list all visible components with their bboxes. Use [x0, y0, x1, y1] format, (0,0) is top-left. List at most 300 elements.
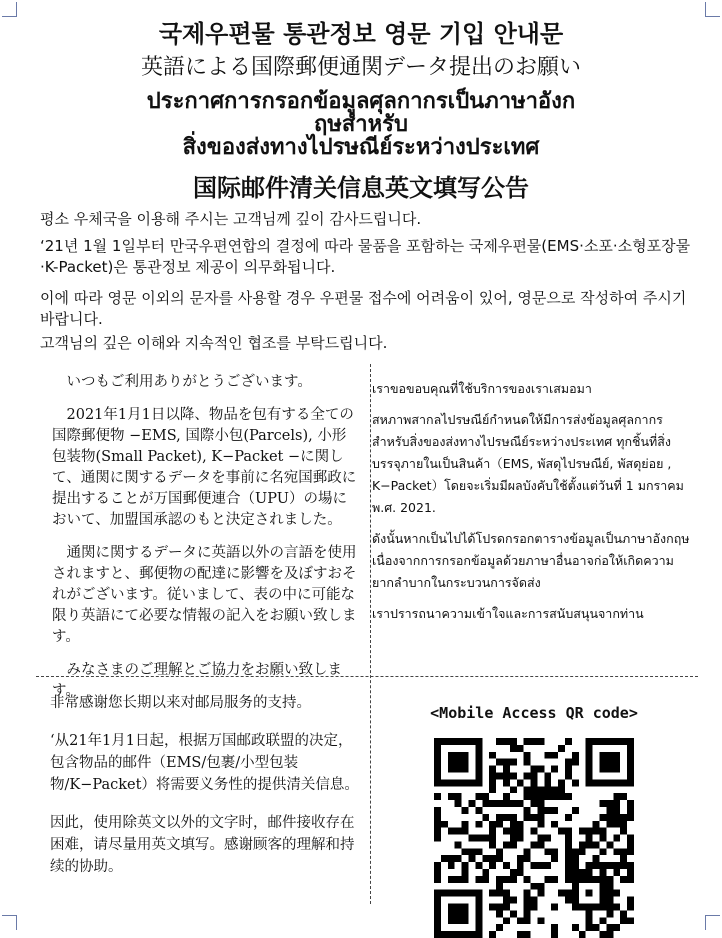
qr-module	[600, 738, 607, 745]
qr-module	[531, 828, 538, 835]
qr-module	[565, 848, 572, 855]
qr-module	[531, 786, 538, 793]
qr-module	[537, 862, 544, 869]
qr-module	[517, 917, 524, 924]
qr-module	[489, 890, 496, 897]
qr-module	[468, 738, 475, 745]
qr-module	[593, 828, 600, 835]
qr-module	[462, 766, 469, 773]
qr-module	[434, 772, 441, 779]
qr-module	[600, 766, 607, 773]
qr-module	[627, 917, 634, 924]
qr-module	[462, 862, 469, 869]
qr-module	[586, 779, 593, 786]
qr-module	[475, 931, 482, 938]
qr-module	[613, 821, 620, 828]
qr-module	[627, 814, 634, 821]
qr-module	[496, 855, 503, 862]
qr-module	[531, 738, 538, 745]
qr-module	[551, 793, 558, 800]
qr-module	[593, 855, 600, 862]
qr-module	[600, 883, 607, 890]
qr-module	[434, 807, 441, 814]
qr-module	[468, 779, 475, 786]
qr-module	[537, 807, 544, 814]
qr-module	[579, 828, 586, 835]
qr-module	[434, 931, 441, 938]
qr-module	[434, 779, 441, 786]
qr-module	[510, 835, 517, 842]
qr-module	[531, 904, 538, 911]
qr-module	[489, 786, 496, 793]
qr-module	[489, 904, 496, 911]
qr-module	[475, 862, 482, 869]
qr-module	[448, 890, 455, 897]
qr-module	[468, 835, 475, 842]
qr-module	[551, 876, 558, 883]
qr-module	[448, 793, 455, 800]
qr-module	[620, 738, 627, 745]
qr-module	[613, 890, 620, 897]
qr-module	[468, 931, 475, 938]
qr-module	[496, 772, 503, 779]
qr-module	[489, 855, 496, 862]
qr-module	[572, 752, 579, 759]
qr-module	[496, 876, 503, 883]
qr-module	[593, 821, 600, 828]
qr-module	[455, 904, 462, 911]
thai-paragraph-4: เราปรารถนาความเข้าใจและการสนับสนุนจากท่าน	[372, 606, 644, 621]
qr-module	[434, 869, 441, 876]
qr-module	[627, 862, 634, 869]
qr-module	[448, 876, 455, 883]
qr-module	[489, 841, 496, 848]
qr-module	[593, 779, 600, 786]
qr-module	[613, 793, 620, 800]
qr-module	[475, 910, 482, 917]
qr-module	[510, 759, 517, 766]
qr-module	[448, 917, 455, 924]
qr-module	[462, 828, 469, 835]
qr-module	[517, 855, 524, 862]
qr-module	[448, 759, 455, 766]
qr-module	[475, 807, 482, 814]
qr-module	[482, 835, 489, 842]
qr-module	[524, 793, 531, 800]
qr-module	[455, 793, 462, 800]
qr-module	[434, 924, 441, 931]
qr-module	[613, 752, 620, 759]
qr-module	[544, 862, 551, 869]
qr-module	[620, 862, 627, 869]
qr-module	[524, 814, 531, 821]
qr-module	[565, 759, 572, 766]
qr-module	[600, 835, 607, 842]
crop-mark-bottom-right	[705, 915, 720, 930]
qr-module	[455, 738, 462, 745]
qr-module	[606, 821, 613, 828]
korean-paragraph-4: 고객님의 깊은 이해와 지속적인 협조를 부탁드립니다.	[40, 334, 388, 352]
qr-module	[482, 793, 489, 800]
qr-module	[462, 807, 469, 814]
qr-module	[531, 766, 538, 773]
qr-module	[448, 752, 455, 759]
qr-module	[462, 752, 469, 759]
chinese-paragraph-1: 非常感谢您长期以来对邮局服务的支持。	[50, 695, 311, 711]
qr-module	[544, 848, 551, 855]
qr-module	[455, 759, 462, 766]
qr-module	[620, 814, 627, 821]
qr-module	[462, 848, 469, 855]
qr-module	[551, 766, 558, 773]
qr-module	[606, 807, 613, 814]
qr-module	[434, 814, 441, 821]
qr-module	[572, 876, 579, 883]
qr-module	[558, 786, 565, 793]
qr-module	[475, 738, 482, 745]
qr-module	[565, 835, 572, 842]
qr-module	[496, 924, 503, 931]
qr-module	[627, 745, 634, 752]
qr-module	[551, 752, 558, 759]
qr-module	[537, 786, 544, 793]
qr-module	[600, 862, 607, 869]
qr-module	[544, 786, 551, 793]
qr-module	[482, 869, 489, 876]
qr-module	[620, 917, 627, 924]
qr-module	[510, 910, 517, 917]
qr-module	[565, 738, 572, 745]
qr-module	[524, 848, 531, 855]
qr-module	[600, 931, 607, 938]
qr-module	[593, 924, 600, 931]
qr-module	[600, 917, 607, 924]
qr-module	[441, 821, 448, 828]
qr-module	[503, 897, 510, 904]
qr-module	[537, 738, 544, 745]
qr-module	[586, 759, 593, 766]
qr-module	[606, 738, 613, 745]
qr-module	[524, 917, 531, 924]
qr-module	[496, 883, 503, 890]
qr-module	[489, 772, 496, 779]
qr-module	[531, 883, 538, 890]
qr-module	[586, 841, 593, 848]
qr-module	[524, 752, 531, 759]
qr-module	[613, 800, 620, 807]
qr-module	[606, 876, 613, 883]
qr-module	[586, 904, 593, 911]
qr-module	[565, 897, 572, 904]
qr-module	[620, 876, 627, 883]
qr-module	[606, 910, 613, 917]
qr-module	[448, 910, 455, 917]
qr-module	[551, 848, 558, 855]
qr-module	[620, 779, 627, 786]
qr-module	[524, 897, 531, 904]
qr-module	[524, 904, 531, 911]
qr-module	[448, 855, 455, 862]
qr-module	[503, 800, 510, 807]
thai-paragraph-1: เราขอขอบคุณที่ใช้บริการของเราเสมอมา	[372, 381, 592, 396]
qr-module	[600, 848, 607, 855]
qr-module	[531, 800, 538, 807]
qr-module	[565, 814, 572, 821]
qr-module	[510, 772, 517, 779]
qr-module	[606, 766, 613, 773]
qr-module	[627, 738, 634, 745]
qr-module	[510, 814, 517, 821]
qr-module	[579, 841, 586, 848]
qr-module	[517, 931, 524, 938]
qr-module	[496, 904, 503, 911]
qr-module	[606, 931, 613, 938]
qr-module	[606, 890, 613, 897]
qr-module	[572, 897, 579, 904]
korean-paragraph-2: ‘21년 1월 1일부터 만국우편연합의 결정에 따라 물품을 포함하는 국제우편물(EMS·소포·소형포장물·K-Packet)은 통관정보 제공이 의무화됩니다.	[40, 237, 691, 276]
qr-module	[503, 759, 510, 766]
qr-module	[489, 931, 496, 938]
qr-module	[531, 897, 538, 904]
qr-module	[475, 745, 482, 752]
qr-module	[434, 917, 441, 924]
qr-module	[475, 835, 482, 842]
qr-module	[586, 862, 593, 869]
qr-module	[462, 890, 469, 897]
qr-module	[434, 821, 441, 828]
qr-module	[551, 786, 558, 793]
qr-module	[455, 800, 462, 807]
qr-module	[434, 766, 441, 773]
qr-module	[482, 876, 489, 883]
qr-module	[586, 876, 593, 883]
qr-module	[572, 855, 579, 862]
title-chinese: 国际邮件清关信息英文填写公告	[193, 174, 529, 202]
qr-module	[613, 924, 620, 931]
qr-module	[434, 752, 441, 759]
qr-module	[627, 800, 634, 807]
qr-module	[489, 828, 496, 835]
qr-module	[586, 745, 593, 752]
qr-module	[503, 862, 510, 869]
qr-module	[510, 841, 517, 848]
qr-module	[455, 828, 462, 835]
qr-module	[503, 876, 510, 883]
qr-module	[475, 904, 482, 911]
qr-module	[496, 848, 503, 855]
qr-module	[517, 869, 524, 876]
thai-paragraph-2: สหภาพสากลไปรษณีย์กำหนดให้มีการส่งข้อมูลศุลกากรสำหรับสิ่งของส่งทางไปรษณีย์ระหว่างประเทศ ทุกชิ้นที่สิ่งบรรจุภายในเป็นสินค้า（EMS, พัสดุไปรษณีย์, พัสดุย่อย , K−Packet）โดยจะเริ่มมีผลบังคับใช้ตั้งแต่วันที่ 1 มกราคม พ.ศ. 2021.	[372, 412, 684, 515]
qr-module	[620, 828, 627, 835]
qr-module	[475, 917, 482, 924]
qr-module	[579, 876, 586, 883]
qr-module	[475, 897, 482, 904]
qr-module	[544, 779, 551, 786]
qr-module	[586, 924, 593, 931]
qr-module	[455, 855, 462, 862]
qr-module	[441, 738, 448, 745]
chinese-section	[50, 692, 362, 894]
qr-module	[537, 814, 544, 821]
qr-module	[517, 821, 524, 828]
qr-module	[455, 910, 462, 917]
qr-module	[565, 862, 572, 869]
qr-module	[600, 890, 607, 897]
qr-module	[565, 869, 572, 876]
qr-module	[510, 800, 517, 807]
qr-module	[448, 738, 455, 745]
qr-module	[572, 862, 579, 869]
qr-module	[586, 772, 593, 779]
qr-module	[455, 876, 462, 883]
qr-module	[586, 869, 593, 876]
qr-module	[503, 793, 510, 800]
qr-module	[434, 835, 441, 842]
qr-module	[600, 897, 607, 904]
qr-section	[370, 676, 698, 904]
qr-module	[627, 876, 634, 883]
qr-module	[593, 738, 600, 745]
title-thai-line3: สิ่งของส่งทางไปรษณีย์ระหว่างประเทศ	[182, 135, 540, 160]
qr-module	[524, 807, 531, 814]
qr-module	[482, 814, 489, 821]
qr-module	[434, 890, 441, 897]
qr-module	[489, 800, 496, 807]
qr-module	[503, 890, 510, 897]
title-korean: 국제우편물 통관정보 영문 기입 안내문	[158, 20, 564, 48]
qr-label: <Mobile Access QR code>	[430, 704, 638, 722]
qr-module	[434, 745, 441, 752]
qr-module	[503, 917, 510, 924]
qr-module	[510, 869, 517, 876]
qr-module	[489, 766, 496, 773]
qr-module	[572, 759, 579, 766]
qr-module	[627, 835, 634, 842]
qr-module	[606, 883, 613, 890]
qr-module	[613, 814, 620, 821]
qr-module	[606, 924, 613, 931]
qr-module	[524, 738, 531, 745]
title-thai	[0, 90, 722, 159]
qr-module	[579, 869, 586, 876]
qr-module	[572, 890, 579, 897]
qr-module	[613, 759, 620, 766]
qr-module	[613, 869, 620, 876]
qr-module	[434, 828, 441, 835]
qr-module	[503, 766, 510, 773]
qr-module	[606, 779, 613, 786]
qr-module	[434, 759, 441, 766]
qr-module	[510, 821, 517, 828]
qr-module	[586, 835, 593, 842]
qr-module	[537, 793, 544, 800]
qr-module	[600, 800, 607, 807]
qr-code-icon[interactable]	[434, 738, 634, 938]
qr-module	[620, 821, 627, 828]
qr-module	[572, 904, 579, 911]
qr-module	[558, 828, 565, 835]
qr-module	[475, 924, 482, 931]
qr-module	[503, 738, 510, 745]
qr-module	[455, 779, 462, 786]
qr-module	[579, 904, 586, 911]
japanese-paragraph-2: 2021年1月1日以降、物品を包有する全ての国際郵便物 −EMS, 国際小包(Parcels), 小形包装物(Small Packet), K−Packet −に関して、通関に関するデータを事前に名宛国郵政に提出することが万国郵便連合（UPU）の場において、加盟国承認のもと決定されました。	[52, 407, 357, 528]
qr-module	[524, 910, 531, 917]
qr-module	[531, 841, 538, 848]
qr-module	[475, 772, 482, 779]
qr-module	[475, 759, 482, 766]
chinese-paragraph-2: ‘从21年1月1日起，根据万国邮政联盟的决定，包含物品的邮件（EMS/包裹/小型包装物/K−Packet）将需要义务性的提供清关信息。	[50, 733, 359, 793]
qr-module	[524, 931, 531, 938]
qr-module	[620, 855, 627, 862]
qr-module	[600, 904, 607, 911]
qr-module	[537, 800, 544, 807]
qr-module	[565, 766, 572, 773]
qr-module	[613, 766, 620, 773]
qr-module	[627, 759, 634, 766]
japanese-section	[52, 372, 360, 714]
qr-module	[558, 745, 565, 752]
qr-module	[544, 772, 551, 779]
qr-module	[517, 779, 524, 786]
qr-module	[579, 931, 586, 938]
qr-module	[551, 931, 558, 938]
qr-module	[517, 828, 524, 835]
qr-module	[586, 917, 593, 924]
qr-module	[448, 904, 455, 911]
qr-module	[586, 828, 593, 835]
qr-module	[572, 807, 579, 814]
qr-module	[448, 828, 455, 835]
qr-module	[627, 841, 634, 848]
qr-module	[600, 828, 607, 835]
qr-module	[503, 779, 510, 786]
qr-module	[462, 779, 469, 786]
qr-module	[593, 876, 600, 883]
qr-module	[524, 876, 531, 883]
japanese-paragraph-1: いつもご利用ありがとうございます。	[66, 374, 312, 390]
qr-module	[448, 779, 455, 786]
qr-module	[558, 890, 565, 897]
qr-module	[565, 890, 572, 897]
qr-module	[531, 772, 538, 779]
qr-module	[462, 910, 469, 917]
qr-module	[613, 848, 620, 855]
title-thai-line1: ประกาศการกรอกข้อมูลศุลกากรเป็นภาษาอังก	[146, 89, 576, 114]
qr-module	[455, 890, 462, 897]
qr-module	[510, 745, 517, 752]
qr-module	[517, 862, 524, 869]
qr-module	[462, 759, 469, 766]
qr-module	[462, 738, 469, 745]
qr-module	[489, 821, 496, 828]
qr-module	[510, 786, 517, 793]
qr-module	[551, 855, 558, 862]
qr-module	[517, 835, 524, 842]
qr-module	[462, 904, 469, 911]
qr-module	[627, 904, 634, 911]
qr-module	[600, 869, 607, 876]
qr-module	[613, 807, 620, 814]
qr-module	[606, 814, 613, 821]
qr-module	[551, 904, 558, 911]
qr-module	[468, 800, 475, 807]
crop-mark-bottom-left	[2, 915, 17, 930]
language-grid	[36, 364, 698, 904]
qr-module	[627, 807, 634, 814]
qr-module	[468, 890, 475, 897]
qr-module	[510, 738, 517, 745]
